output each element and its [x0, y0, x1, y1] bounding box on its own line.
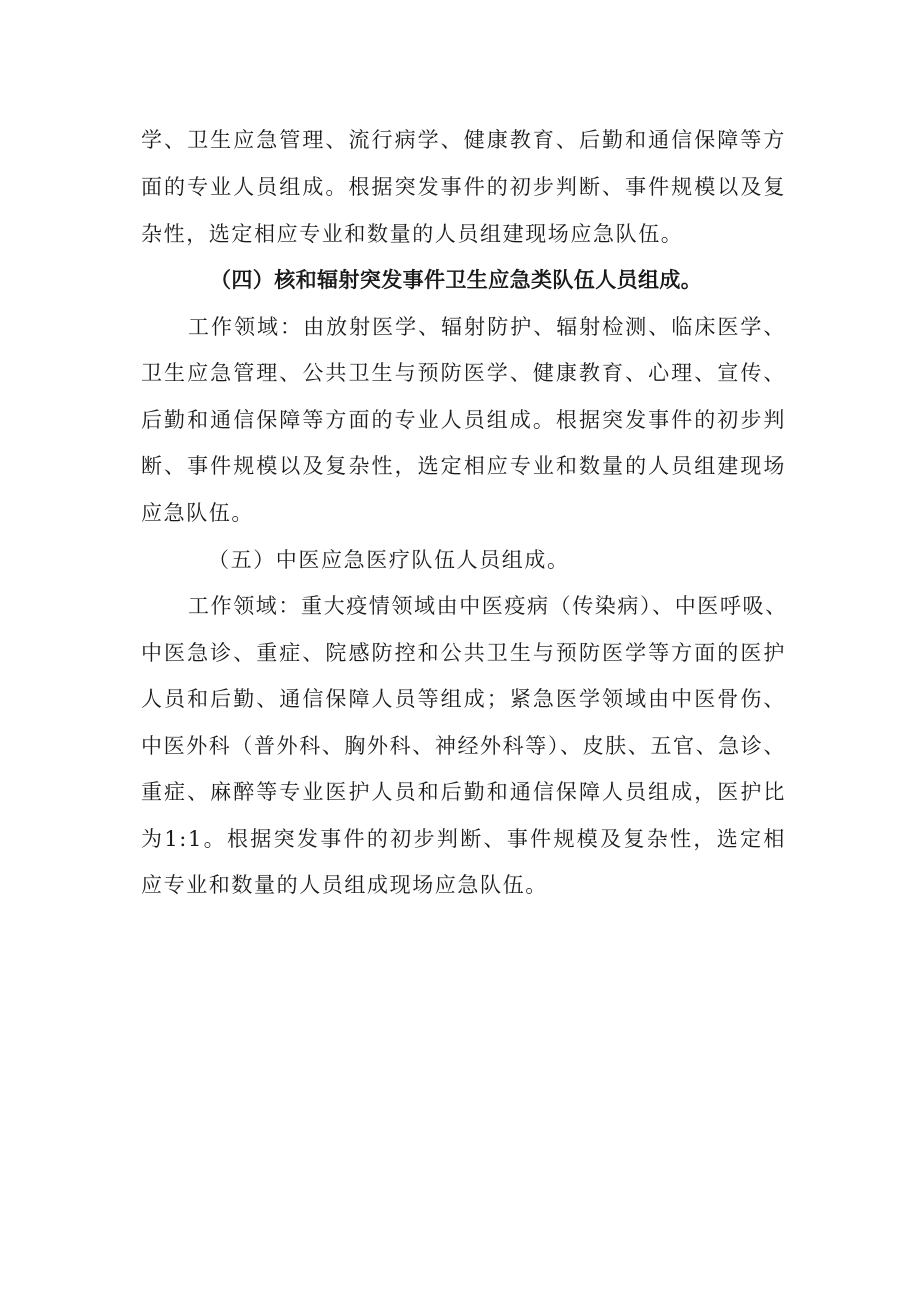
- section-heading: （五）中医应急医疗队伍人员组成。: [208, 548, 570, 572]
- paragraph-line: 中医外科（普外科、胸外科、神经外科等）、皮肤、五官、急诊、: [141, 734, 786, 758]
- paragraph-line: 中医急诊、重症、院感防控和公共卫生与预防医学等方面的医护: [141, 641, 786, 665]
- paragraph-line: 应专业和数量的人员组成现场应急队伍。: [141, 873, 548, 897]
- paragraph-line: 杂性，选定相应专业和数量的人员组建现场应急队伍。: [141, 222, 684, 246]
- paragraph-line: 工作领域：由放射医学、辐射防护、辐射检测、临床医学、: [188, 315, 786, 339]
- paragraph-line: 应急队伍。: [141, 501, 254, 525]
- paragraph-line: 人员和后勤、通信保障人员等组成；紧急医学领域由中医骨伤、: [141, 687, 786, 711]
- paragraph-line: 学、卫生应急管理、流行病学、健康教育、后勤和通信保障等方: [141, 128, 786, 152]
- paragraph-line: 卫生应急管理、公共卫生与预防医学、健康教育、心理、宣传、: [141, 361, 786, 385]
- section-heading: （四）核和辐射突发事件卫生应急类队伍人员组成。: [210, 268, 703, 292]
- paragraph-line: 重症、麻醉等专业医护人员和后勤和通信保障人员组成，医护比: [141, 780, 786, 804]
- paragraph-line: 为1:1。根据突发事件的初步判断、事件规模及复杂性，选定相: [141, 827, 786, 851]
- paragraph-line: 后勤和通信保障等方面的专业人员组成。根据突发事件的初步判: [141, 408, 786, 432]
- paragraph-line: 工作领域：重大疫情领域由中医疫病（传染病）、中医呼吸、: [188, 594, 788, 618]
- paragraph-line: 断、事件规模以及复杂性，选定相应专业和数量的人员组建现场: [141, 454, 786, 478]
- paragraph-line: 面的专业人员组成。根据突发事件的初步判断、事件规模以及复: [141, 175, 786, 199]
